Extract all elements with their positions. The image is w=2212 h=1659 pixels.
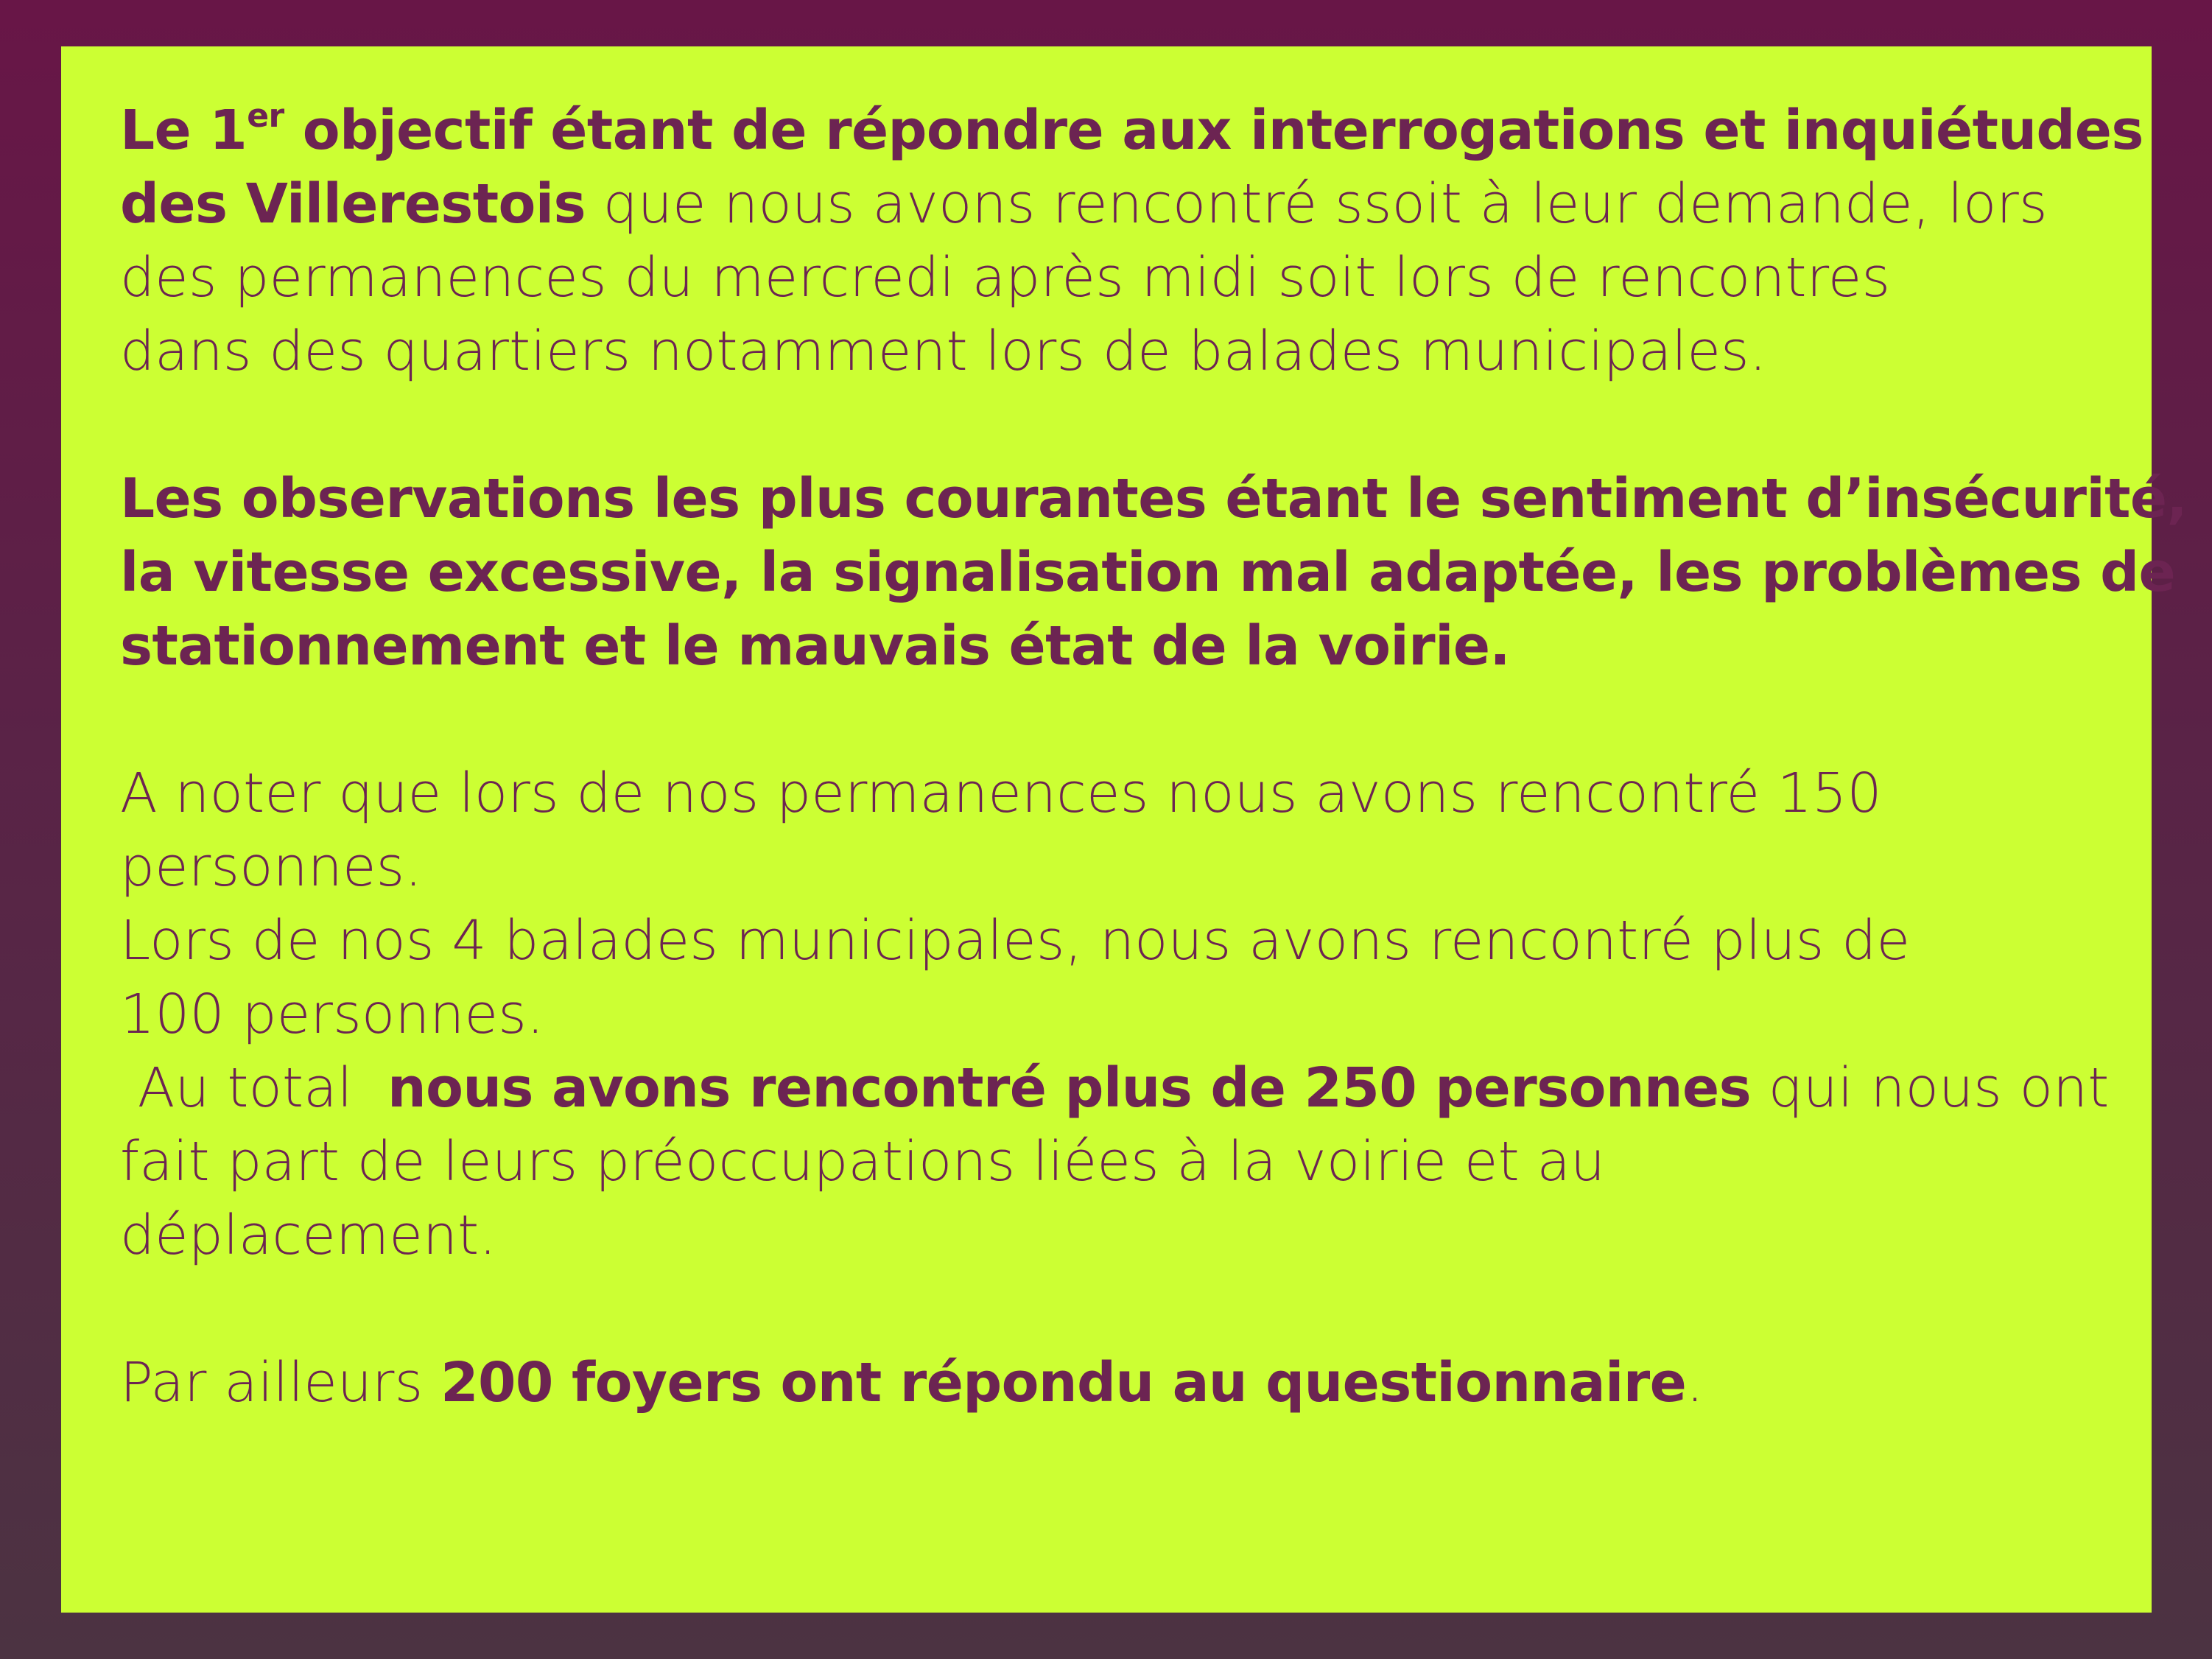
line: fait part de leurs préoccupations liées à la voirie et au [120,1130,1606,1193]
regular-text: . [1686,1351,1704,1414]
line: dans des quartiers notamment lors de balades municipales. [120,320,1767,383]
line [120,1346,2131,1420]
bold-text: des Villerestois [120,172,586,236]
spacer [120,683,2131,757]
regular-text: qui nous ont [1751,1056,2110,1120]
paragraph-survey [120,1346,2131,1420]
regular-text: que nous avons rencontré ssoit à leur demande, lors [585,172,2048,236]
bold-text: nous avons rencontré plus de 250 personnes [387,1056,1752,1120]
superscript: er [247,97,284,136]
text-panel [61,46,2188,1613]
spacer [120,1272,2131,1346]
line [120,94,2143,167]
bold-text: 200 foyers ont répondu au questionnaire [440,1351,1687,1414]
bold-text: objectif étant de répondre aux interrogations et inquiétudes [284,99,2143,162]
bold-text: Le 1 [120,99,247,162]
line: des permanences du mercredi après midi soit lors de rencontres [120,246,1891,309]
line: Lors de nos 4 balades municipales, nous avons rencontré plus de [120,909,1911,972]
line [120,167,2131,241]
paragraph-objective [120,94,2143,388]
line: la vitesse excessive, la signalisation mal adaptée, les problèmes de [120,541,2176,604]
line: personnes. [120,835,423,899]
line: stationnement et le mauvais état de la voirie. [120,614,1510,678]
line: A noter que lors de nos permanences nous avons rencontré 150 [120,762,1882,825]
paragraph-meetings [120,757,2131,1272]
line: déplacement. [120,1204,497,1267]
line: Les observations les plus courantes étant le sentiment d’insécurité, [120,467,2188,530]
paragraph-observations [120,462,2188,683]
regular-text: Par ailleurs [120,1351,441,1414]
line: 100 personnes. [120,983,544,1046]
spacer [120,388,2131,462]
regular-text: Au total [120,1056,388,1120]
line [120,1051,2131,1125]
